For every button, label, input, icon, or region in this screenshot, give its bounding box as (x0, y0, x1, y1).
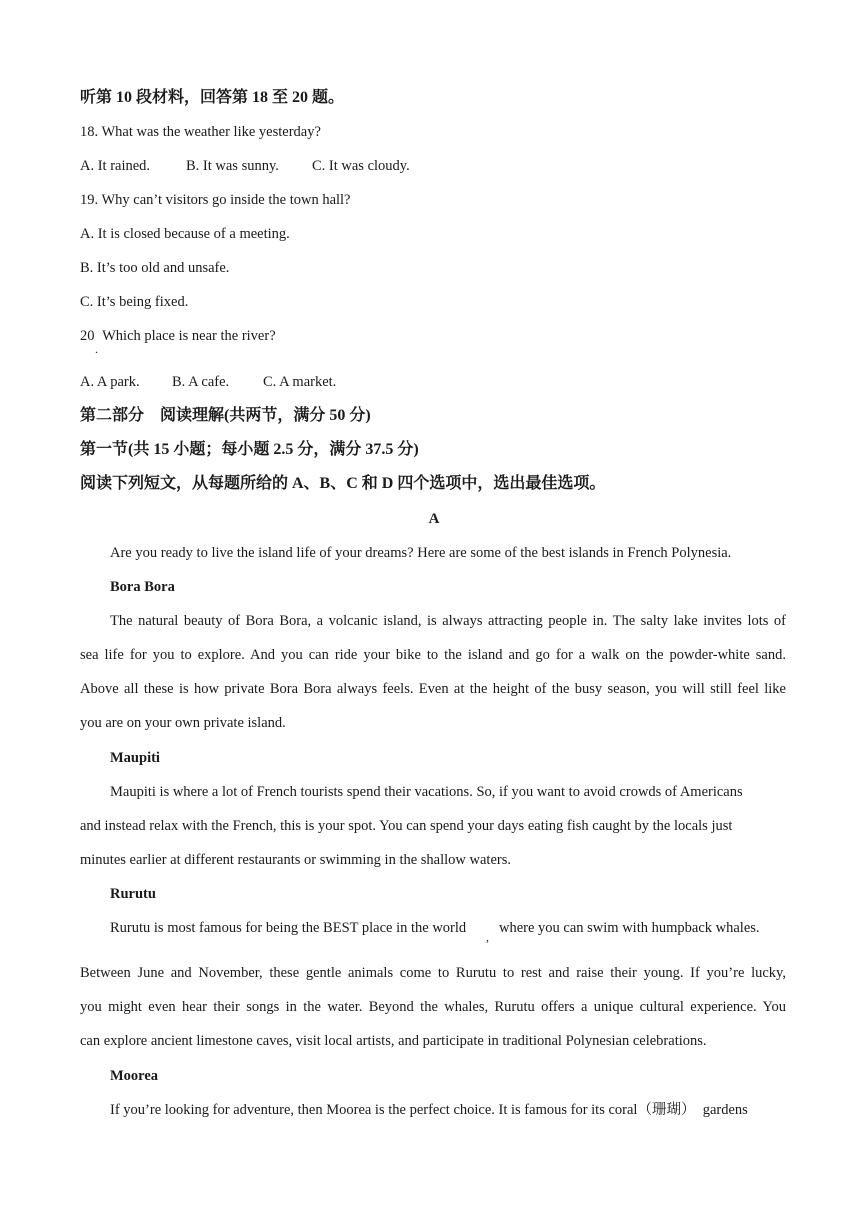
passage-intro: Are you ready to live the island life of your dreams? Here are some of the best islands in French Polynesia. (110, 545, 732, 561)
option-b: B. A cafe. (172, 374, 230, 390)
rurutu-line-1a: Rurutu is most famous for being the BEST place in the world (110, 920, 467, 936)
reading-instruction: 阅读下列短文，从每题所给的 A、B、C 和 D 四个选项中，选出最佳选项。 (80, 475, 606, 492)
question-20 (80, 326, 276, 346)
option-a: A. It rained. (80, 158, 151, 174)
rurutu-line-1b: where you can swim with humpback whales. (499, 920, 760, 936)
option-c: C. A market. (263, 374, 337, 390)
question-20-options (80, 372, 336, 392)
maupiti-line-2: and instead relax with the French, this is your spot. You can spend your days eating fish caught by the locals just (80, 818, 733, 834)
rurutu-line-2: Between June and November, these gentle animals come to Rurutu to rest and raise their young. If you’re lucky, (80, 965, 786, 981)
question-20-dot: . (95, 342, 98, 356)
option-b: B. It was sunny. (186, 158, 279, 174)
maupiti-line-3: minutes earlier at different restaurants or swimming in the shallow waters. (80, 852, 511, 868)
maupiti-heading: Maupiti (110, 750, 160, 766)
rurutu-line-3: you might even hear their songs in the water. Beyond the whales, Rurutu offers a unique cultural experience. You (80, 999, 786, 1015)
moorea-line-1: If you’re looking for adventure, then Moorea is the perfect choice. It is famous for its coral（珊瑚） gardens (110, 1102, 748, 1118)
rurutu-heading: Rurutu (110, 886, 156, 902)
listening-section-header: 听第 10 段材料，回答第 18 至 20 题。 (80, 89, 345, 106)
rurutu-line-4: can explore ancient limestone caves, visit local artists, and participate in traditional Polynesian celebrations. (80, 1033, 707, 1049)
question-20-number: 20 (80, 328, 95, 344)
reading-section-title: 第一节(共 15 小题；每小题 2.5 分，满分 37.5 分) (80, 441, 419, 458)
question-19: 19. Why can’t visitors go inside the town hall? (80, 192, 351, 208)
question-18: 18. What was the weather like yesterday? (80, 124, 321, 140)
bora-bora-heading: Bora Bora (110, 579, 175, 595)
moorea-heading: Moorea (110, 1068, 159, 1084)
bora-bora-line-1: The natural beauty of Bora Bora, a volcanic island, is always attracting people in. The salty lake invites lots of (110, 613, 786, 629)
reading-part-title: 第二部分 阅读理解(共两节，满分 50 分) (80, 407, 371, 424)
question-20-text: Which place is near the river? (102, 328, 276, 344)
option-c: C. It was cloudy. (312, 158, 410, 174)
question-18-options (80, 156, 410, 176)
question-19-option-a: A. It is closed because of a meeting. (80, 226, 290, 242)
option-a: A. A park. (80, 374, 140, 390)
bora-bora-line-3: Above all these is how private Bora Bora always feels. Even at the height of the busy season, you will still feel like (80, 681, 786, 697)
passage-label: A (428, 511, 440, 527)
question-19-option-c: C. It’s being fixed. (80, 294, 189, 310)
question-19-option-b: B. It’s too old and unsafe. (80, 260, 230, 276)
bora-bora-line-4: you are on your own private island. (80, 715, 286, 731)
bora-bora-line-2: sea life for you to explore. And you can ride your bike to the island and go for a walk on the powder-white sand. (80, 647, 786, 663)
rurutu-comma: , (486, 930, 489, 944)
maupiti-line-1: Maupiti is where a lot of French tourists spend their vacations. So, if you want to avoid crowds of Americans (110, 784, 743, 800)
